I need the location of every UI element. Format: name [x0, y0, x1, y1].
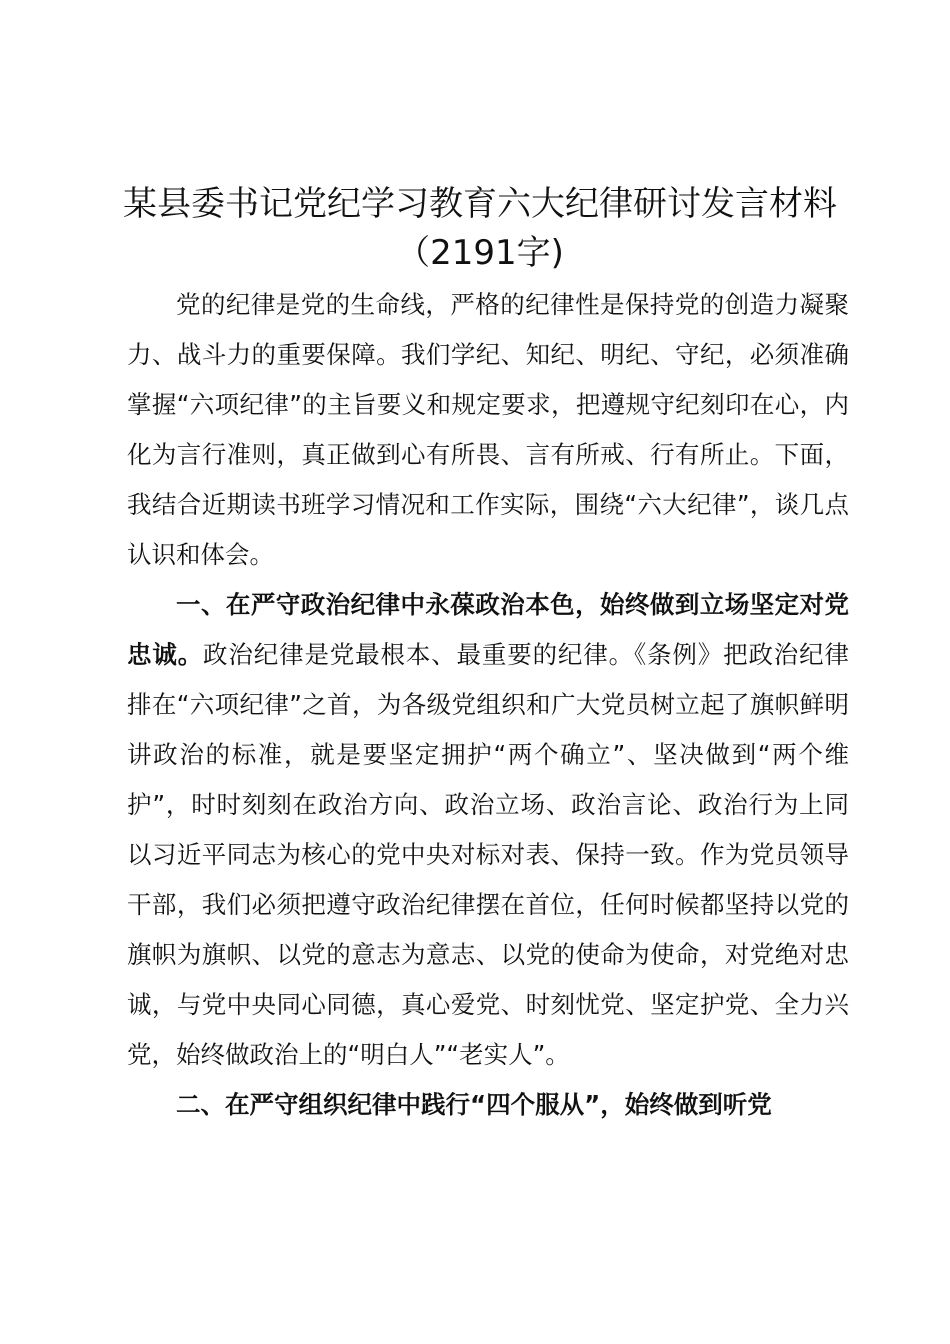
section-one-paragraph [127, 580, 849, 1080]
section-two-heading: 二、在严守组织纪律中践行“四个服从”，始终做到听党 [176, 1090, 772, 1119]
section-two-paragraph [127, 1080, 849, 1130]
section-one-heading: 一、在严守政治纪律中永葆政治本色，始终做到立场坚定对党忠诚。 [127, 590, 849, 669]
document-body [127, 280, 849, 1130]
section-one-text: 政治纪律是党最根本、最重要的纪律。《条例》把政治纪律排在“六项纪律”之首，为各级党组织和广大党员树立起了旗帜鲜明讲政治的标准，就是要坚定拥护“两个确立”、坚决做到“两个维护”，时时刻刻在政治方向、政治立场、政治言论、政治行为上同以习近平同志为核心的党中央对标对表、保持一致。作为党员领导干部，我们必须把遵守政治纪律摆在首位，任何时候都坚持以党的旗帜为旗帜、以党的意志为意志、以党的使命为使命，对党绝对忠诚，与党中央同心同德，真心爱党、时刻忧党、坚定护党、全力兴党，始终做政治上的“明白人”“老实人”。 [127, 640, 849, 1069]
intro-paragraph [127, 280, 849, 580]
paragraph-text: 党的纪律是党的生命线，严格的纪律性是保持党的创造力凝聚力、战斗力的重要保障。我们学纪、知纪、明纪、守纪，必须准确掌握“六项纪律”的主旨要义和规定要求，把遵规守纪刻印在心，内化为言行准则，真正做到心有所畏、言有所戒、行有所止。下面，我结合近期读书班学习情况和工作实际，围绕“六大纪律”，谈几点认识和体会。 [127, 290, 849, 569]
document-title: 某县委书记党纪学习教育六大纪律研讨发言材料（2191字) [123, 184, 837, 273]
